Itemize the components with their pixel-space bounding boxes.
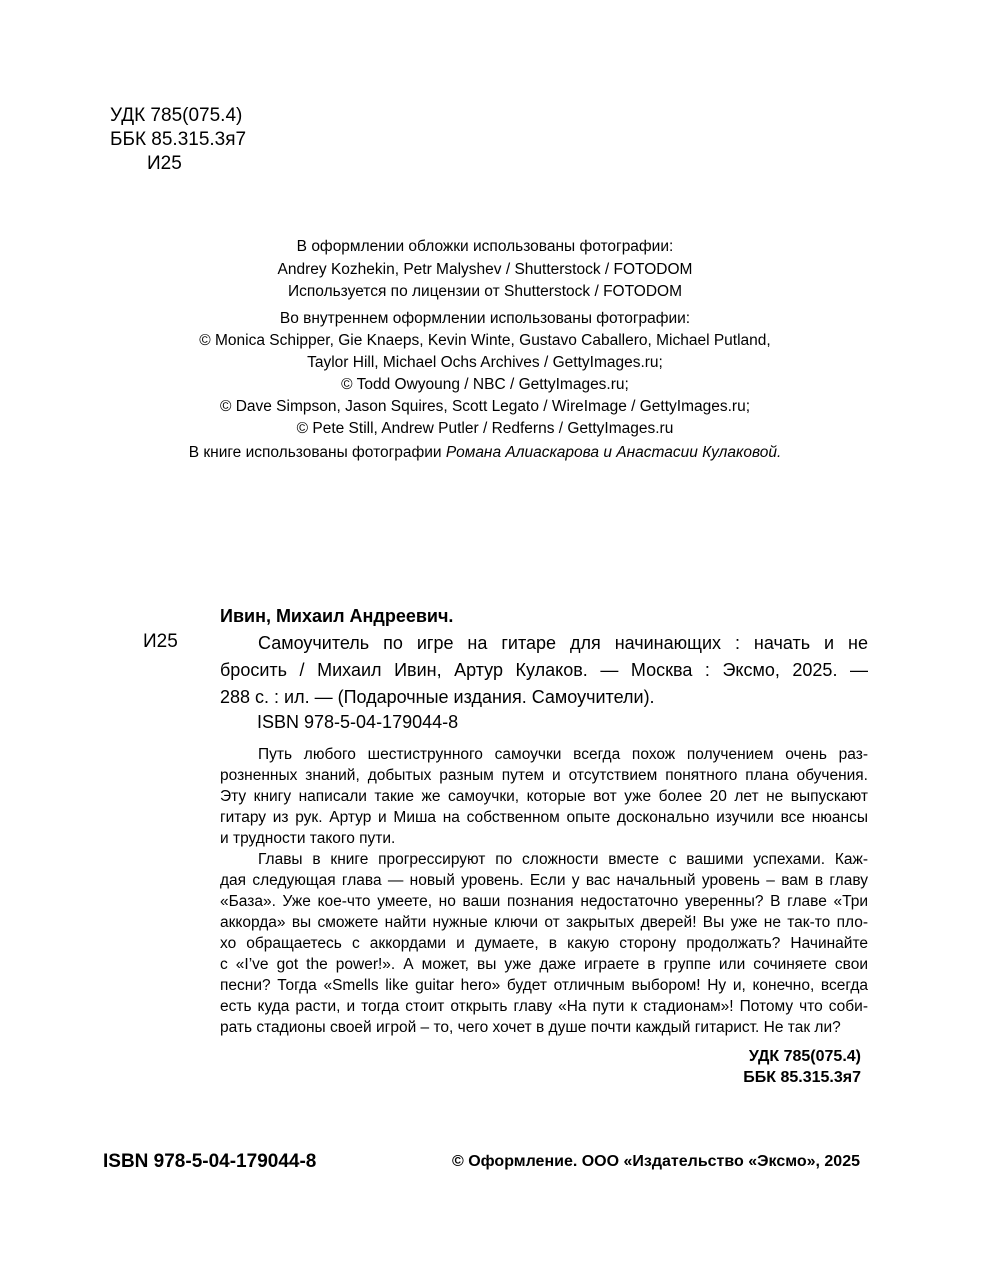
text-line: Во внутреннем оформлении использованы фотографии: <box>279 310 691 327</box>
bbk-code-top: ББК 85.315.3я7 <box>110 129 247 150</box>
text-line: © Monica Schipper, Gie Knaeps, Kevin Winte, Gustavo Caballero, Michael Putland, <box>199 332 771 349</box>
bibliographic-description <box>220 630 868 711</box>
udc-code-top: УДК 785(075.4) <box>110 105 243 126</box>
cover-photo-credits <box>100 236 870 304</box>
interior-photo-credits <box>100 308 870 440</box>
text-line: «База». Уже кое-что умеете, но ваши познания недостаточно уверенны? В главе «Три <box>220 893 868 910</box>
text-line: бросить / Михаил Ивин, Артур Кулаков. — Москва : Эксмо, 2025. — <box>220 660 868 680</box>
annotation-paragraph-2 <box>220 849 868 1038</box>
text-line: © Dave Simpson, Jason Squires, Scott Legato / WireImage / GettyImages.ru; <box>219 398 751 415</box>
text-line: Taylor Hill, Michael Ochs Archives / GettyImages.ru; <box>307 354 663 371</box>
book-photo-credit <box>100 442 870 464</box>
author-heading: Ивин, Михаил Андреевич. <box>220 606 454 626</box>
text-line: дая следующая глава — новый уровень. Если у вас начальный уровень – вам в главу <box>220 872 868 889</box>
text-line: Самоучитель по игре на гитаре для начинающих : начать и не <box>258 633 868 653</box>
text-line: гитару из рук. Артур и Миша на собственном опыте досконально изучили все нюансы <box>220 809 868 826</box>
classification-codes-top <box>110 104 246 176</box>
classification-codes-bottom <box>743 1046 861 1088</box>
book-photo-credit-names: Романа Алиаскарова и Анастасии Кулаковой. <box>445 444 782 461</box>
text-line: аккорда» вы сможете найти нужные ключи от закрытых дверей! Вы уже не так-то пло- <box>220 914 868 931</box>
text-line: с «I’ve got the power!». А может, вы уже даже играете в группе или сочиняете свои <box>220 956 868 973</box>
text-line: Главы в книге прогрессируют по сложности вместе с вашими успехами. Каж- <box>258 851 868 868</box>
text-line: Используется по лицензии от Shutterstock / FOTODOM <box>288 283 682 300</box>
text-line: есть куда расти, и тогда стоит открыть главу «На пути к стадионам»! Потому что соби- <box>220 998 868 1015</box>
book-photo-credit-prefix: В книге использованы фотографии <box>188 444 446 461</box>
annotation-paragraph-1 <box>220 744 868 849</box>
author-sign-top: И25 <box>147 153 182 174</box>
text-line: В оформлении обложки использованы фотографии: <box>296 238 674 255</box>
text-line: рать стадионы своей игрой – то, чего хочет в душе почти каждый гитарист. Не так ли? <box>220 1019 841 1036</box>
text-line: 288 с. : ил. — (Подарочные издания. Самоучители). <box>220 687 655 707</box>
text-line: хо обращаетесь с аккордами и думаете, в какую сторону продолжать? Начинайте <box>220 935 868 952</box>
copyright-notice: © Оформление. ООО «Издательство «Эксмо», 2025 <box>451 1153 860 1170</box>
text-line: Путь любого шестиструнного самоучки всегда похож получением очень раз- <box>258 746 868 763</box>
text-line: © Pete Still, Andrew Putler / Redferns / GettyImages.ru <box>296 420 674 437</box>
text-line: © Todd Owyoung / NBC / GettyImages.ru; <box>341 376 629 393</box>
text-line: розненных знаний, добытых разным путем и отсутствием понятного плана обучения. <box>220 767 868 784</box>
catalog-entry <box>220 603 868 711</box>
text-line: и трудности такого пути. <box>220 830 396 847</box>
bbk-code-bottom: ББК 85.315.3я7 <box>743 1069 861 1086</box>
text-line: Эту книгу написали такие же самоучки, которые вот уже более 20 лет не выпускают <box>220 788 868 805</box>
author-sign-margin: И25 <box>143 631 178 652</box>
isbn-footer: ISBN 978-5-04-179044-8 <box>103 1151 317 1172</box>
text-line: песни? Тогда «Smells like guitar hero» будет отличным выбором! Ну и, конечно, всегда <box>220 977 868 994</box>
text-line: Andrey Kozhekin, Petr Malyshev / Shutterstock / FOTODOM <box>277 260 693 278</box>
isbn-catalog: ISBN 978-5-04-179044-8 <box>257 712 459 732</box>
udc-code-bottom: УДК 785(075.4) <box>748 1048 861 1065</box>
